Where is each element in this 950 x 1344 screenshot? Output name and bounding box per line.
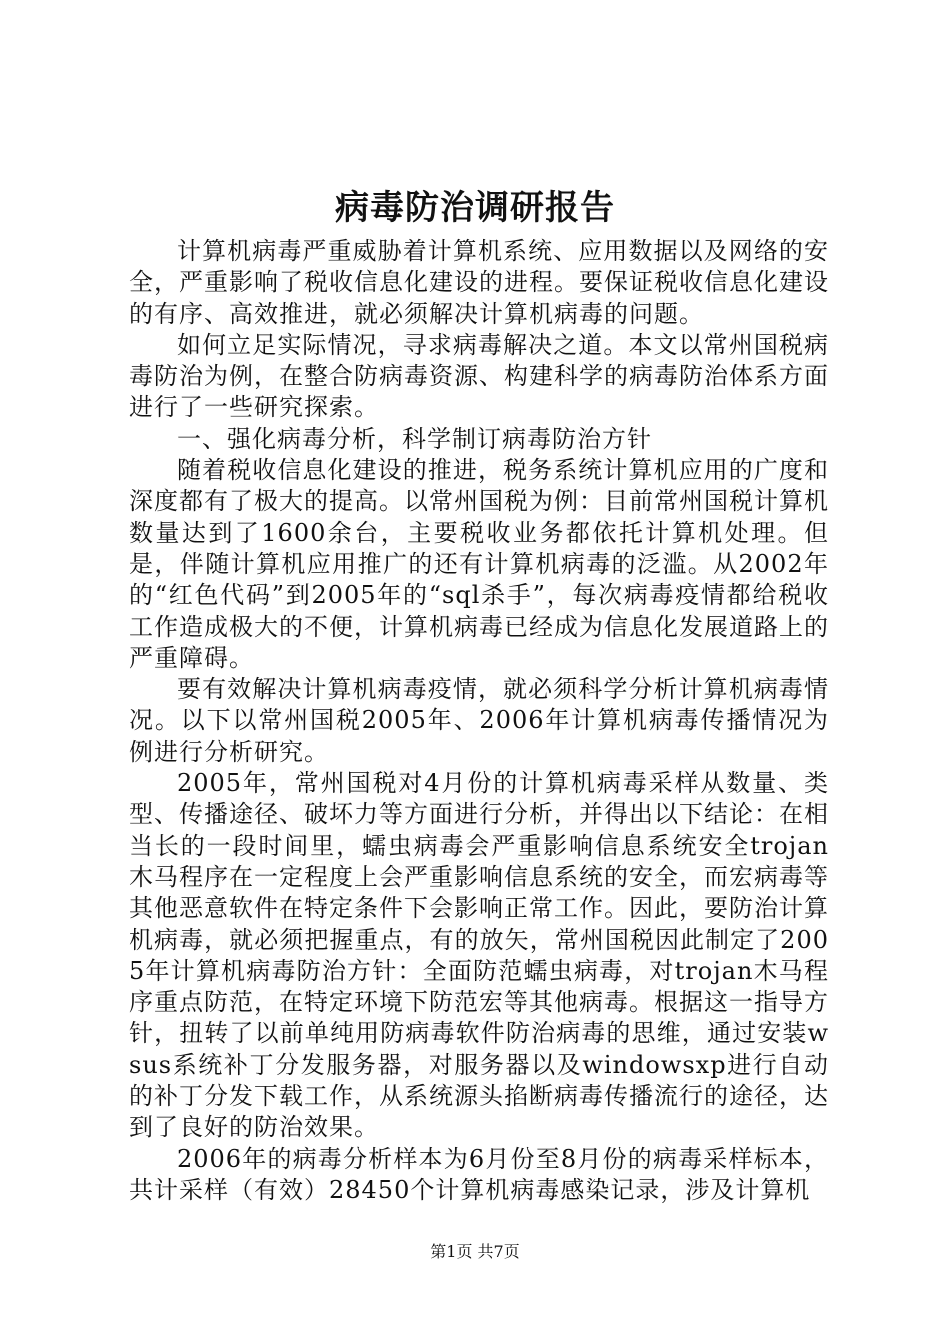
document-title: 病毒防治调研报告 — [335, 188, 615, 228]
document-body — [129, 236, 829, 1206]
paragraph-analysis-intro: 要有效解决计算机病毒疫情，就必须科学分析计算机病毒情况。以下以常州国税2005年、2006年计算机病毒传播情况为例进行分析研究。 — [129, 675, 829, 766]
paragraph-2006-analysis: 2006年的病毒分析样本为6月份至8月份的病毒采样标本，共计采样（有效）28450个计算机病毒感染记录，涉及计算机 — [129, 1144, 829, 1204]
paragraph-intro: 计算机病毒严重威胁着计算机系统、应用数据以及网络的安全，严重影响了税收信息化建设的进程。要保证税收信息化建设的有序、高效推进，就必须解决计算机病毒的问题。 — [129, 237, 829, 328]
paragraph-2005-analysis: 2005年，常州国税对4月份的计算机病毒采样从数量、类型、传播途径、破坏力等方面进行分析，并得出以下结论：在相当长的一段时间里，蠕虫病毒会严重影响信息系统安全trojan木马程序在一定程度上会严重影响信息系统的安全，而宏病毒等其他恶意软件在特定条件下会影响正常工作。因此，要防治计算机病毒，就必须把握重点，有的放矢，常州国税因此制定了2005年计算机病毒防治方针：全面防范蠕虫病毒，对trojan木马程序重点防范，在特定环境下防范宏等其他病毒。根据这一指导方针，扭转了以前单纯用防病毒软件防治病毒的思维，通过安装wsus系统补丁分发服务器，对服务器以及windowsxp进行自动的补丁分发下载工作，从系统源头掐断病毒传播流行的途径，达到了良好的防治效果。 — [129, 769, 829, 1142]
page-footer: 第1页 共7页 — [430, 1242, 520, 1261]
paragraph-background: 随着税收信息化建设的推进，税务系统计算机应用的广度和深度都有了极大的提高。以常州国税为例：目前常州国税计算机数量达到了1600余台，主要税收业务都依托计算机处理。但是，伴随计算机应用推广的还有计算机病毒的泛滥。从2002年的“红色代码”到2005年的“sql杀手”，每次病毒疫情都给税收工作造成极大的不便，计算机病毒已经成为信息化发展道路上的严重障碍。 — [129, 456, 829, 672]
section-heading-1: 一、强化病毒分析，科学制订病毒防治方针 — [177, 424, 652, 453]
paragraph-purpose: 如何立足实际情况，寻求病毒解决之道。本文以常州国税病毒防治为例，在整合防病毒资源、构建科学的病毒防治体系方面进行了一些研究探索。 — [129, 330, 829, 422]
